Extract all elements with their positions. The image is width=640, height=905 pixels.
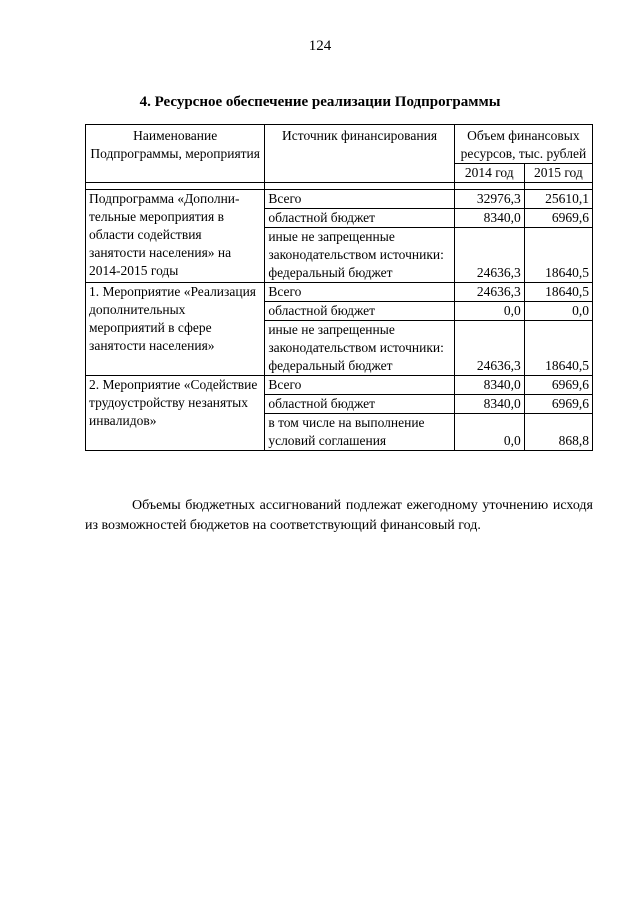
source-cell: областной бюджет xyxy=(265,209,454,228)
source-cell: Всего xyxy=(265,283,454,302)
value-2014: 24636,3 xyxy=(454,283,524,302)
value-2014: 24636,3 xyxy=(454,228,524,283)
header-gap xyxy=(86,183,593,190)
source-cell: Всего xyxy=(265,190,454,209)
value-2014: 8340,0 xyxy=(454,395,524,414)
source-cell: областной бюджет xyxy=(265,395,454,414)
footnote-paragraph: Объемы бюджетных ассигнований подлежат ежегодному уточнению исходя из возможностей бюджетов на соответствующий финансовый год. xyxy=(85,498,593,533)
value-2014: 8340,0 xyxy=(454,209,524,228)
value-2014: 32976,3 xyxy=(454,190,524,209)
group-name: 1. Мероприятие «Реализация дополнительных мероприятий в сфере занятости населения» xyxy=(86,283,265,376)
header-source: Источник финансирования xyxy=(265,125,454,183)
header-volume: Объем финансовых ресурсов, тыс. рублей xyxy=(454,125,592,164)
value-2015: 18640,5 xyxy=(524,321,592,376)
group-name: 2. Мероприятие «Содействие трудоустройству незанятых инвалидов» xyxy=(86,376,265,451)
value-2014: 0,0 xyxy=(454,414,524,451)
value-2015: 25610,1 xyxy=(524,190,592,209)
value-2015: 0,0 xyxy=(524,302,592,321)
value-2015: 18640,5 xyxy=(524,283,592,302)
table-row xyxy=(86,376,593,395)
table-row xyxy=(86,283,593,302)
source-cell: Всего xyxy=(265,376,454,395)
header-year-2014: 2014 год xyxy=(454,164,524,183)
value-2014: 0,0 xyxy=(454,302,524,321)
value-2015: 18640,5 xyxy=(524,228,592,283)
value-2014: 8340,0 xyxy=(454,376,524,395)
value-2015: 6969,6 xyxy=(524,376,592,395)
resource-table xyxy=(85,124,593,451)
source-cell: иные не запрещенные законодательством источники: федеральный бюджет xyxy=(265,321,454,376)
source-cell: областной бюджет xyxy=(265,302,454,321)
value-2015: 6969,6 xyxy=(524,395,592,414)
table-row xyxy=(86,190,593,209)
source-cell: иные не запрещенные законодательством источники: федеральный бюджет xyxy=(265,228,454,283)
header-year-2015: 2015 год xyxy=(524,164,592,183)
section-title: 4. Ресурсное обеспечение реализации Подпрограммы xyxy=(139,94,501,110)
source-cell: в том числе на выполнение условий соглашения xyxy=(265,414,454,451)
page-number: 124 xyxy=(308,38,332,54)
value-2015: 6969,6 xyxy=(524,209,592,228)
group-name: Подпрограмма «Дополни-тельные мероприятия в области содействия занятости населения» на 2014-2015 годы xyxy=(86,190,265,283)
header-name: Наименование Подпрограммы, мероприятия xyxy=(86,125,265,183)
table-header-row xyxy=(86,125,593,164)
value-2014: 24636,3 xyxy=(454,321,524,376)
value-2015: 868,8 xyxy=(524,414,592,451)
